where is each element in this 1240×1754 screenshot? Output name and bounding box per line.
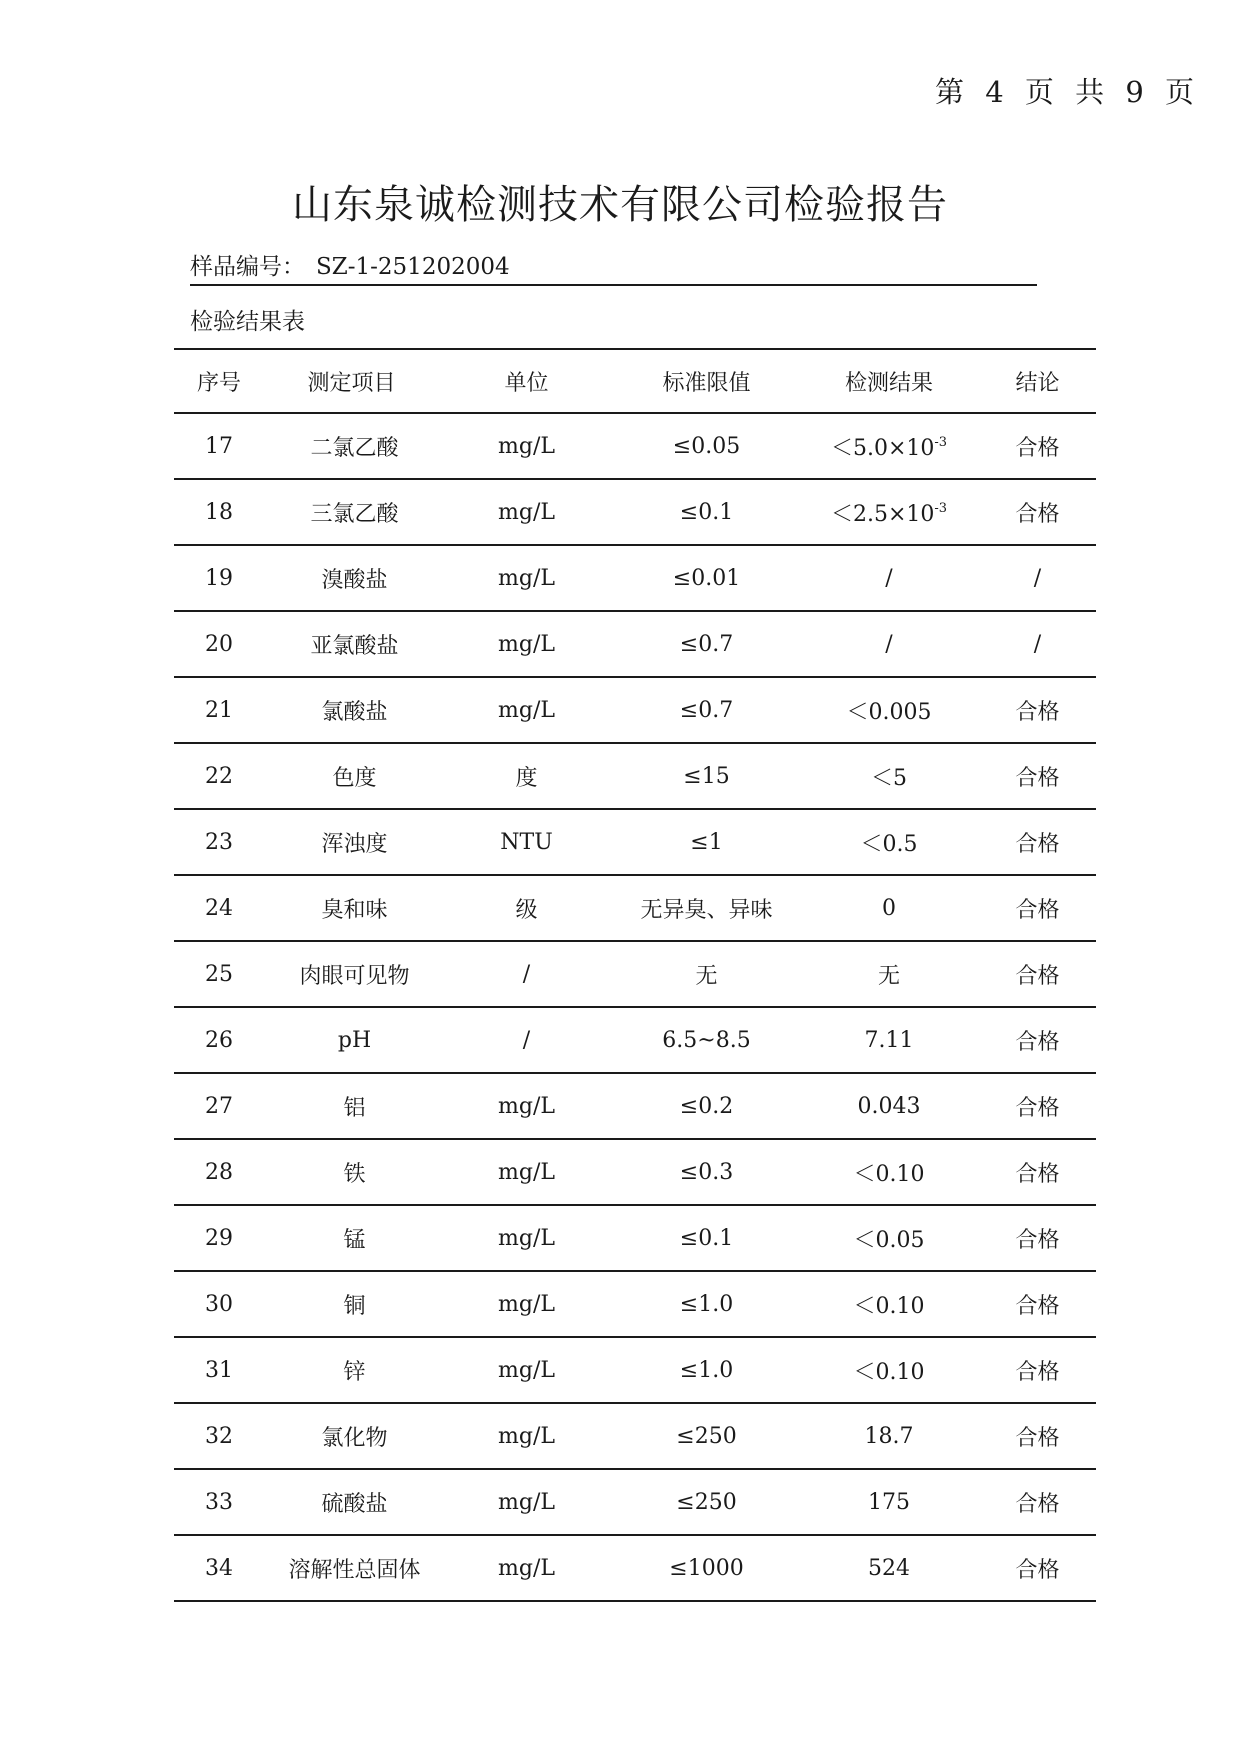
cell-unit <box>439 1403 614 1469</box>
cell-item-text: 臭和味 <box>321 897 388 923</box>
results-body <box>174 413 1096 1601</box>
cell-item <box>264 941 439 1007</box>
cell-unit <box>439 677 614 743</box>
cell-seq <box>174 1007 264 1073</box>
cell-seq-text: 24 <box>205 895 233 921</box>
report-title: 山东泉诚检测技术有限公司检验报告 <box>292 182 948 228</box>
header-item: 测定项目 <box>264 349 439 413</box>
cell-result-text: 18.7 <box>864 1423 914 1449</box>
cell-item-text: 溶解性总固体 <box>288 1557 421 1583</box>
cell-conclusion <box>979 743 1096 809</box>
cell-result <box>799 743 979 809</box>
cell-unit <box>439 1205 614 1271</box>
cell-unit-text: mg/L <box>498 1225 555 1251</box>
cell-seq-text: 25 <box>205 961 233 987</box>
cell-item-text: 铜 <box>343 1293 366 1319</box>
cell-result <box>799 479 979 545</box>
cell-item <box>264 1337 439 1403</box>
cell-unit-text: mg/L <box>498 433 555 459</box>
cell-limit-text: 无异臭、异味 <box>640 897 773 923</box>
cell-result <box>799 1403 979 1469</box>
cell-seq-text: 17 <box>205 433 233 459</box>
cell-conclusion-text: / <box>1033 565 1042 591</box>
cell-item-text: 氯酸盐 <box>321 699 388 725</box>
cell-limit-text: ≤1.0 <box>679 1357 734 1383</box>
cell-seq-text: 22 <box>205 763 233 789</box>
cell-limit-text: ≤0.01 <box>672 565 741 591</box>
cell-seq <box>174 1271 264 1337</box>
cell-limit <box>614 809 799 875</box>
page-number: 第 4 页 共 9 页 <box>935 75 1200 109</box>
cell-conclusion-text: 合格 <box>1015 1491 1060 1517</box>
cell-item <box>264 1535 439 1601</box>
cell-result-text: 524 <box>868 1555 910 1581</box>
cell-unit <box>439 1271 614 1337</box>
cell-item <box>264 479 439 545</box>
cell-conclusion-text: 合格 <box>1015 699 1060 725</box>
table-row <box>174 1271 1096 1337</box>
cell-seq-text: 30 <box>205 1291 233 1317</box>
cell-unit-text: mg/L <box>498 1555 555 1581</box>
cell-unit <box>439 1073 614 1139</box>
cell-conclusion-text: / <box>1033 631 1042 657</box>
cell-seq-text: 26 <box>205 1027 233 1053</box>
cell-limit-text: ≤0.7 <box>679 631 734 657</box>
cell-result-text: ＜0.10 <box>853 1359 925 1385</box>
cell-conclusion <box>979 677 1096 743</box>
cell-result-text: ＜0.05 <box>853 1227 925 1253</box>
cell-unit <box>439 875 614 941</box>
cell-seq-text: 18 <box>205 499 233 525</box>
cell-item-text: 浑浊度 <box>321 831 388 857</box>
cell-seq <box>174 1205 264 1271</box>
cell-seq <box>174 611 264 677</box>
cell-result <box>799 677 979 743</box>
table-row <box>174 743 1096 809</box>
sample-number-label: 样品编号： <box>190 254 305 280</box>
cell-limit <box>614 1469 799 1535</box>
cell-limit <box>614 1007 799 1073</box>
header-result: 检测结果 <box>799 349 979 413</box>
cell-item-text: 肉眼可见物 <box>299 963 410 989</box>
cell-item <box>264 1271 439 1337</box>
cell-unit <box>439 1139 614 1205</box>
cell-conclusion-text: 合格 <box>1015 897 1060 923</box>
cell-conclusion <box>979 1073 1096 1139</box>
cell-result-exponent: -3 <box>934 434 948 450</box>
cell-limit-text: ≤0.1 <box>679 1225 734 1251</box>
cell-result-text: 0.043 <box>857 1093 921 1119</box>
cell-result <box>799 1139 979 1205</box>
cell-seq <box>174 875 264 941</box>
cell-result-text: ＜5.0×10 <box>830 435 935 461</box>
cell-seq <box>174 1337 264 1403</box>
cell-item <box>264 1007 439 1073</box>
header-unit: 单位 <box>439 349 614 413</box>
cell-result <box>799 611 979 677</box>
cell-result-text: / <box>885 565 893 591</box>
cell-seq <box>174 743 264 809</box>
cell-limit-text: ≤15 <box>683 763 730 789</box>
cell-result-text: ＜5 <box>871 765 907 791</box>
cell-conclusion <box>979 1337 1096 1403</box>
cell-result <box>799 809 979 875</box>
cell-limit <box>614 1535 799 1601</box>
cell-unit <box>439 941 614 1007</box>
cell-unit-text: / <box>522 1027 531 1053</box>
cell-seq <box>174 809 264 875</box>
cell-item <box>264 545 439 611</box>
cell-unit-text: mg/L <box>498 565 555 591</box>
cell-conclusion-text: 合格 <box>1015 765 1060 791</box>
cell-limit-text: ≤0.7 <box>679 697 734 723</box>
cell-unit <box>439 611 614 677</box>
cell-seq-text: 31 <box>205 1357 233 1383</box>
cell-conclusion-text: 合格 <box>1015 1293 1060 1319</box>
cell-seq <box>174 1469 264 1535</box>
table-row <box>174 1073 1096 1139</box>
cell-conclusion <box>979 1205 1096 1271</box>
table-row <box>174 1469 1096 1535</box>
cell-result-text: 无 <box>877 963 900 989</box>
cell-item-text: pH <box>337 1027 372 1053</box>
cell-unit <box>439 809 614 875</box>
cell-unit-text: mg/L <box>498 631 555 657</box>
cell-limit <box>614 875 799 941</box>
cell-item-text: 亚氯酸盐 <box>310 633 399 659</box>
table-row <box>174 809 1096 875</box>
cell-result <box>799 1535 979 1601</box>
sample-number-value: SZ-1-251202004 <box>316 254 510 280</box>
cell-seq-text: 28 <box>205 1159 233 1185</box>
cell-conclusion <box>979 413 1096 479</box>
cell-result-text: ＜2.5×10 <box>830 501 935 527</box>
cell-item <box>264 1073 439 1139</box>
cell-limit <box>614 743 799 809</box>
cell-limit-text: 无 <box>695 963 718 989</box>
cell-result-text: 7.11 <box>864 1027 914 1053</box>
section-title: 检验结果表 <box>190 309 305 335</box>
cell-unit-text: mg/L <box>498 1489 555 1515</box>
cell-item <box>264 677 439 743</box>
cell-unit-text: mg/L <box>498 1093 555 1119</box>
cell-conclusion <box>979 1535 1096 1601</box>
cell-seq-text: 23 <box>205 829 233 855</box>
cell-item-text: 硫酸盐 <box>321 1491 388 1517</box>
cell-limit-text: ≤1 <box>690 829 723 855</box>
cell-conclusion <box>979 875 1096 941</box>
cell-seq <box>174 413 264 479</box>
table-row <box>174 1337 1096 1403</box>
cell-unit-text: mg/L <box>498 697 555 723</box>
cell-item-text: 锰 <box>343 1227 366 1253</box>
cell-unit <box>439 743 614 809</box>
cell-limit <box>614 677 799 743</box>
cell-limit-text: ≤250 <box>676 1423 737 1449</box>
sample-number-line <box>190 252 1037 286</box>
cell-unit-text: mg/L <box>498 1291 555 1317</box>
cell-conclusion-text: 合格 <box>1015 1095 1060 1121</box>
table-row <box>174 479 1096 545</box>
cell-seq-text: 20 <box>205 631 233 657</box>
table-row <box>174 1205 1096 1271</box>
cell-limit-text: 6.5~8.5 <box>662 1027 751 1053</box>
cell-item-text: 铁 <box>343 1161 366 1187</box>
table-row <box>174 941 1096 1007</box>
cell-limit-text: ≤1000 <box>669 1555 744 1581</box>
cell-result <box>799 1073 979 1139</box>
cell-unit <box>439 1535 614 1601</box>
cell-seq <box>174 1073 264 1139</box>
cell-result <box>799 875 979 941</box>
cell-seq-text: 29 <box>205 1225 233 1251</box>
cell-item-text: 锌 <box>343 1359 366 1385</box>
table-row <box>174 1007 1096 1073</box>
table-row <box>174 545 1096 611</box>
cell-seq-text: 34 <box>205 1555 233 1581</box>
cell-unit <box>439 479 614 545</box>
cell-unit-text: mg/L <box>498 1357 555 1383</box>
cell-seq <box>174 479 264 545</box>
cell-conclusion <box>979 545 1096 611</box>
header-limit: 标准限值 <box>614 349 799 413</box>
cell-unit-text: mg/L <box>498 1423 555 1449</box>
cell-seq-text: 19 <box>205 565 233 591</box>
cell-result <box>799 1337 979 1403</box>
cell-limit-text: ≤1.0 <box>679 1291 734 1317</box>
cell-item-text: 色度 <box>332 765 377 791</box>
cell-item <box>264 1469 439 1535</box>
cell-limit <box>614 479 799 545</box>
cell-unit-text: 度 <box>515 765 538 791</box>
cell-seq-text: 33 <box>205 1489 233 1515</box>
cell-seq-text: 21 <box>205 697 233 723</box>
cell-limit <box>614 611 799 677</box>
cell-unit-text: 级 <box>515 897 538 923</box>
cell-limit <box>614 1073 799 1139</box>
cell-conclusion-text: 合格 <box>1015 1161 1060 1187</box>
cell-seq-text: 32 <box>205 1423 233 1449</box>
table-row <box>174 1139 1096 1205</box>
cell-conclusion-text: 合格 <box>1015 1227 1060 1253</box>
cell-item <box>264 875 439 941</box>
cell-item <box>264 809 439 875</box>
cell-limit-text: ≤0.2 <box>679 1093 734 1119</box>
cell-conclusion-text: 合格 <box>1015 1359 1060 1385</box>
cell-result-text: ＜0.10 <box>853 1161 925 1187</box>
cell-limit <box>614 545 799 611</box>
header-seq: 序号 <box>174 349 264 413</box>
cell-limit-text: ≤0.05 <box>672 433 741 459</box>
cell-seq <box>174 1535 264 1601</box>
cell-item <box>264 1403 439 1469</box>
cell-limit <box>614 1403 799 1469</box>
cell-unit <box>439 1007 614 1073</box>
cell-limit <box>614 1271 799 1337</box>
cell-limit <box>614 941 799 1007</box>
cell-unit-text: mg/L <box>498 499 555 525</box>
cell-seq <box>174 941 264 1007</box>
cell-result-text: ＜0.10 <box>853 1293 925 1319</box>
cell-conclusion <box>979 1007 1096 1073</box>
cell-item <box>264 1205 439 1271</box>
cell-result-text: / <box>885 631 893 657</box>
cell-result <box>799 1469 979 1535</box>
cell-conclusion <box>979 1139 1096 1205</box>
cell-result-exponent: -3 <box>934 500 948 516</box>
results-table <box>174 348 1096 1602</box>
cell-conclusion-text: 合格 <box>1015 1029 1060 1055</box>
table-row <box>174 1535 1096 1601</box>
cell-item-text: 溴酸盐 <box>321 567 388 593</box>
cell-limit-text: ≤0.3 <box>679 1159 734 1185</box>
cell-seq-text: 27 <box>205 1093 233 1119</box>
cell-result <box>799 1271 979 1337</box>
cell-seq <box>174 1139 264 1205</box>
cell-unit <box>439 413 614 479</box>
cell-limit-text: ≤0.1 <box>679 499 734 525</box>
cell-conclusion-text: 合格 <box>1015 435 1060 461</box>
cell-conclusion-text: 合格 <box>1015 1425 1060 1451</box>
cell-seq <box>174 545 264 611</box>
cell-unit-text: / <box>522 961 531 987</box>
cell-item-text: 氯化物 <box>321 1425 388 1451</box>
cell-result-text: ＜0.5 <box>860 831 918 857</box>
cell-result <box>799 941 979 1007</box>
cell-result-text: ＜0.005 <box>846 699 932 725</box>
table-header-row <box>174 349 1096 413</box>
cell-seq <box>174 677 264 743</box>
cell-conclusion-text: 合格 <box>1015 1557 1060 1583</box>
table-row <box>174 875 1096 941</box>
cell-conclusion-text: 合格 <box>1015 831 1060 857</box>
cell-limit-text: ≤250 <box>676 1489 737 1515</box>
cell-seq <box>174 1403 264 1469</box>
cell-result-text: 175 <box>868 1489 910 1515</box>
cell-conclusion-text: 合格 <box>1015 501 1060 527</box>
cell-result <box>799 413 979 479</box>
cell-conclusion <box>979 479 1096 545</box>
cell-result <box>799 1205 979 1271</box>
cell-conclusion <box>979 1271 1096 1337</box>
cell-unit <box>439 1469 614 1535</box>
cell-conclusion <box>979 1403 1096 1469</box>
cell-limit <box>614 413 799 479</box>
cell-conclusion <box>979 611 1096 677</box>
cell-item <box>264 743 439 809</box>
cell-conclusion <box>979 1469 1096 1535</box>
cell-limit <box>614 1205 799 1271</box>
cell-unit-text: mg/L <box>498 1159 555 1185</box>
cell-item-text: 二氯乙酸 <box>310 435 399 461</box>
cell-item <box>264 1139 439 1205</box>
header-conclusion: 结论 <box>979 349 1096 413</box>
cell-unit <box>439 545 614 611</box>
cell-conclusion <box>979 809 1096 875</box>
cell-result <box>799 545 979 611</box>
cell-item-text: 三氯乙酸 <box>310 501 399 527</box>
table-row <box>174 677 1096 743</box>
table-row <box>174 413 1096 479</box>
cell-conclusion <box>979 941 1096 1007</box>
cell-result <box>799 1007 979 1073</box>
cell-conclusion-text: 合格 <box>1015 963 1060 989</box>
cell-item <box>264 611 439 677</box>
table-row <box>174 611 1096 677</box>
cell-result-text: 0 <box>882 895 896 921</box>
cell-item-text: 铝 <box>343 1095 366 1121</box>
table-row <box>174 1403 1096 1469</box>
cell-limit <box>614 1139 799 1205</box>
cell-limit <box>614 1337 799 1403</box>
cell-unit <box>439 1337 614 1403</box>
cell-item <box>264 413 439 479</box>
cell-unit-text: NTU <box>500 829 553 855</box>
